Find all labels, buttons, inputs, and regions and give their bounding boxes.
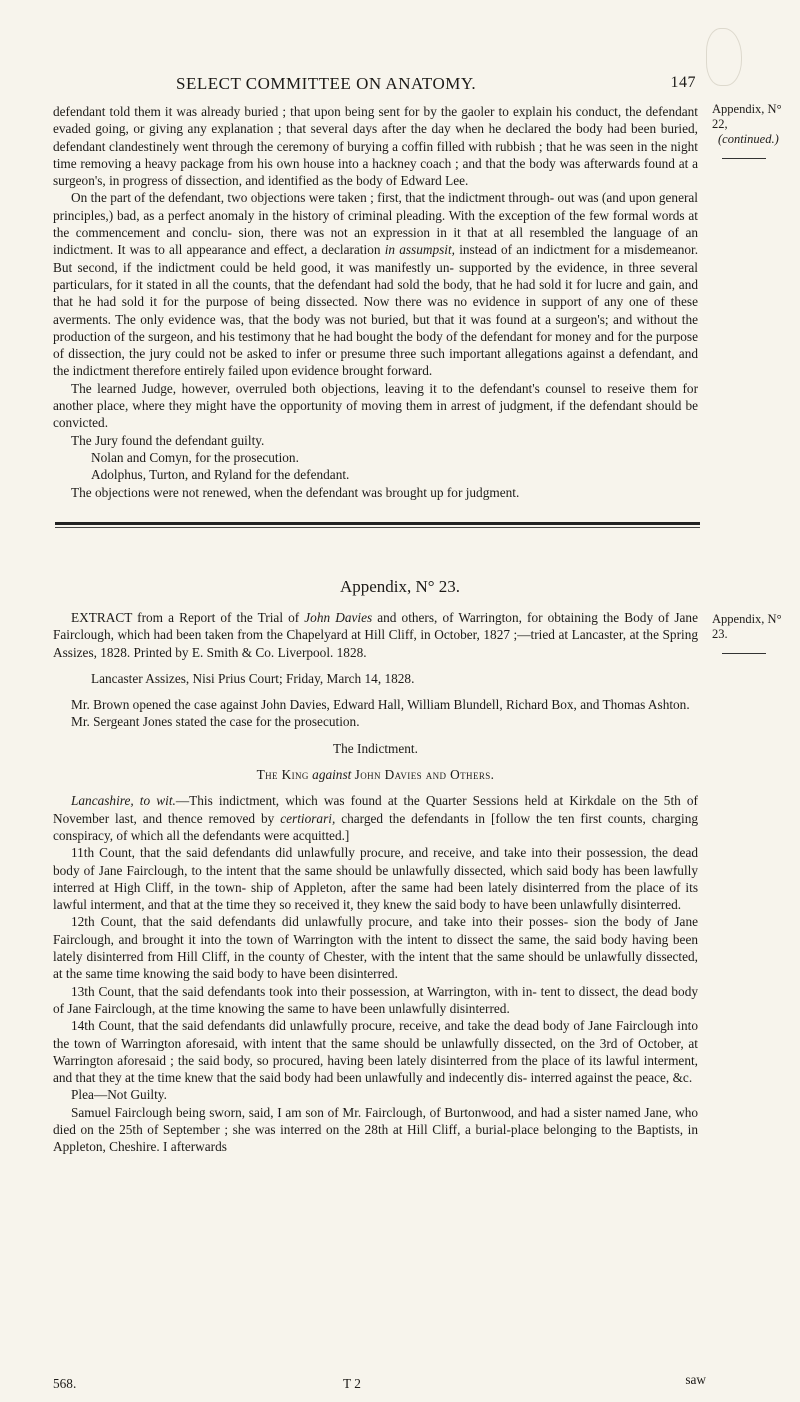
court-line: Lancaster Assizes, Nisi Prius Court; Friday, March 14, 1828. [91,670,415,686]
sidebar-rule [722,158,766,159]
sidebar-continued-label: (continued.) [718,132,779,146]
section-divider-thin [55,527,700,528]
count-12: 12th Count, that the said defendants did unlawfully procure, and take into their posses- sion the body of Jane Fairclough, and brought it into the town of Warrington with the intent to dissect the same, the said body having been lately disinterred from Hill Cliff, in the county of Chester, with the intent that the same should be unlawfully dissected, at the same time knowing the said body to have been disinterred. [53,914,698,982]
paragraph: The objections were not renewed, when the defendant was brought up for judgment. [71,484,520,500]
footer-number: 568. [53,1376,77,1391]
sidebar-appendix-23 [712,612,798,654]
header-title: SELECT COMMITTEE ON ANATOMY. [176,74,477,93]
appendix-23-title: Appendix, N° 23. [339,577,461,596]
paragraph: Mr. Brown opened the case against John Davies, Edward Hall, William Blundell, Richard Box, and Thomas Ashton. [71,697,690,713]
paragraph-samuel: Samuel Fairclough being sworn, said, I am son of Mr. Fairclough, of Burtonwood, and had a sister named Jane, who died on the 25th of September ; she was interred on the 28th at Hill Cliff, a burial-place belonging to the Baptists, in Appleton, Cheshire. I afterwards [53,1104,698,1155]
sidebar-appendix-22 [712,102,798,159]
appendix-23-text [53,609,698,1156]
case-title: The King against John Davies and Others. [256,767,495,783]
extract-paragraph: EXTRACT from a Report of the Trial of John Davies and others, of Warrington, for obtaining the Body of Jane Fairclough, which had been taken from the Chapelyard at Hill Cliff, in October, 1827 ;—tried at Lancaster, at the Spring Assizes, 1828. Printed by E. Smith & Co. Liverpool. 1828. [53,610,698,660]
page-number: 147 [670,74,696,91]
sidebar-appendix-22-label: Appendix, N° 22, [712,102,782,131]
paragraph: Adolphus, Turton, and Ryland for the defendant. [91,467,350,483]
section-divider [55,522,700,525]
corner-stamp-mark [706,28,742,86]
sidebar-rule [722,653,766,654]
paragraph: The learned Judge, however, overruled both objections, leaving it to the defendant's counsel to reseive them for another place, where they might have the opportunity of moving them in arrest of judgment, if the defendant should be convicted. [53,380,698,431]
count-11: 11th Count, that the said defendants did unlawfully procure, and receive, and take into their possession, the dead body of Jane Fairclough, to the intent that the same should be unlawfully dissected, which said body has been lawfully interred at High Cliff, in the town- ship of Appleton, after the same had been lately disinterred from the place of its lawful interment, and that at the time they so received it, they knew the said body to have been unlawfully disinterred. [53,845,698,913]
count-14: 14th Count, that the said defendants did unlawfully procure, receive, and take the dead body of Jane Fairclough into the town of Warrington aforesaid, with intent that the same should be unlawfully dissected, on the 3rd of October, at Warrington aforesaid ; the said body, so procured, having been lately disinterred from the place of its lawful interment, and that they at the time knew that the said body had been unlawfully and indecently dis- interred against the peace, &c. [53,1018,698,1086]
paragraph: Mr. Sergeant Jones stated the case for the prosecution. [71,714,360,730]
paragraph-lancashire: Lancashire, to wit.—This indictment, which was found at the Quarter Sessions held at Kirkdale on the 5th of November last, and thence removed by certiorari, charged the defendants in [follow the ten first counts, charging conspiracy, of which all the defendants were acquitted.] [53,793,699,843]
paragraph: The Jury found the defendant guilty. [71,432,265,448]
paragraph-objections: On the part of the defendant, two objections were taken ; first, that the indictment through- out was (and upon general principles,) bad, as a perfect anomaly in the history of criminal pleading. With the exception of the few formal words at the commencement and conclu- sion, there was not an expression in it that at all resembled the language of an indictment. It was to all appearance and effect, a declaration in assumpsit, instead of an indictment for a misdemeanor. But second, if the indictment could be held good, it was manifestly un- supported by the evidence, in three several particulars, for it stated in all the counts, that the defendant had sold the body, that he had sold it for lucre and gain, and that he had sold it for the purpose of being dissected. Now there was no evidence in support of any one of these averments. The only evidence was, that the body was not buried, but that it was found at a surgeon's; and without the production of the surgeon, and his testimony that he had bought the body of the defendant for money and for the purpose of dissection, the jury could not be asked to infer or presume three such important allegations against a defendant, and the indictment therefore entirely failed upon evidence brought forward. [53,190,699,379]
plea: Plea—Not Guilty. [71,1087,167,1103]
count-13: 13th Count, that the said defendants took into their possession, at Warrington, with in- tent to dissect, the dead body of Jane Fairclough, at the time knowing the same to have been unlawfully disinterred. [53,983,698,1016]
appendix-22-continued-text [53,103,698,501]
catchword: saw [685,1372,706,1387]
emphasis: in assumpsit, [384,242,455,258]
signature-mark: T 2 [343,1376,361,1391]
paragraph: Nolan and Comyn, for the prosecution. [91,449,299,465]
paragraph: defendant told them it was already buried ; that upon being sent for by the gaoler to explain his conduct, the defendant evaded going, or giving any explanation ; that several days after the day when he declared the body had been buried, defendant clandestinely went through the ceremony of burying a coffin filled with rubbish ; that he was seen in the night time removing a heavy package from his own house into a hackney coach ; and that the body was afterwards found at a surgeon's, in progress of dissection, and identified as the body of Edward Lee. [53,104,698,189]
indictment-heading: The Indictment. [333,740,418,756]
sidebar-appendix-23-label: Appendix, N° 23. [712,612,782,641]
